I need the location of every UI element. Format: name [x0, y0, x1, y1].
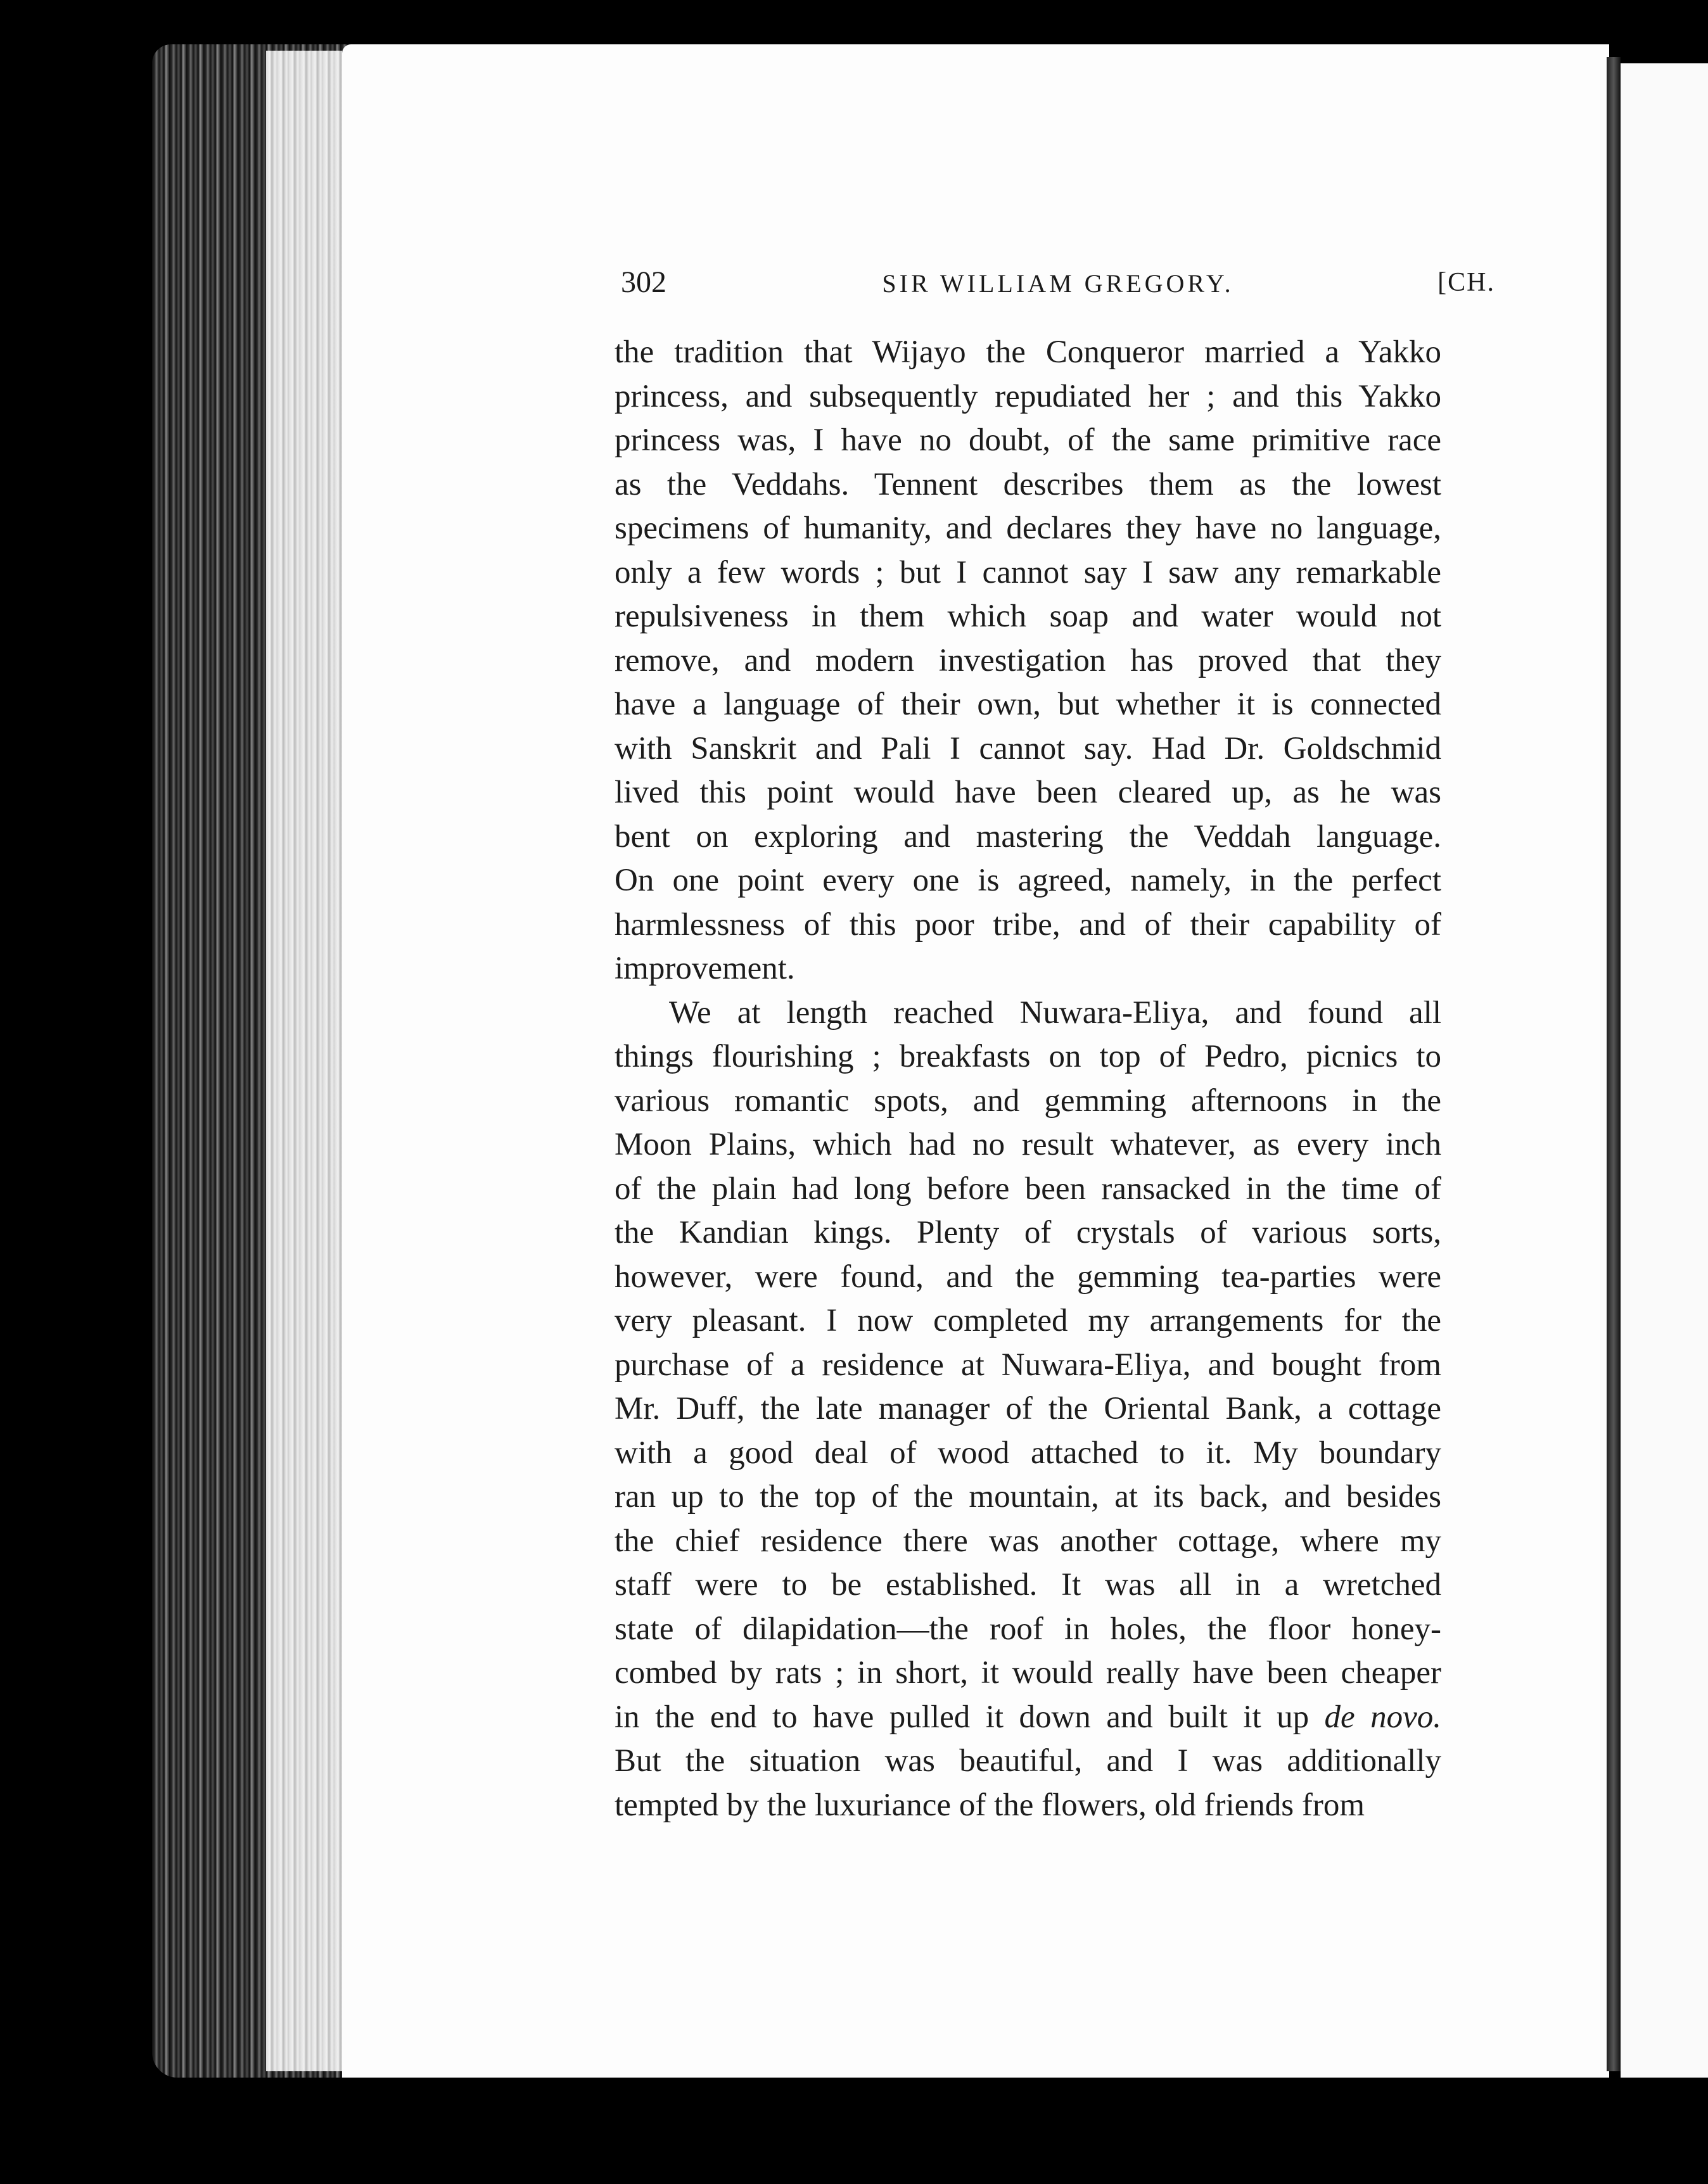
text-line: in the end to have pulled it down and built it up de novo.	[615, 1699, 1441, 1735]
text-line: Mr. Duff, the late manager of the Oriental Bank, a cottage	[615, 1391, 1441, 1426]
text-line: only a few words ; but I cannot say I saw any remarkable	[615, 554, 1441, 590]
running-title: SIR WILLIAM GREGORY.	[882, 269, 1234, 298]
page-number: 302	[621, 265, 666, 299]
text-line: repulsiveness in them which soap and water would not	[615, 599, 1441, 634]
paragraph	[615, 991, 1441, 1828]
text-line: staff were to be established. It was all in a wretched	[615, 1567, 1441, 1603]
paragraph	[615, 331, 1441, 991]
text-line: bent on exploring and mastering the Veddah language.	[615, 818, 1441, 854]
text-line: however, were found, and the gemming tea-parties were	[615, 1259, 1441, 1295]
text-line: But the situation was beautiful, and I was additionally	[615, 1743, 1441, 1779]
text-line: various romantic spots, and gemming afternoons in the	[615, 1082, 1441, 1119]
text-line: harmlessness of this poor tribe, and of their capability of	[615, 906, 1441, 943]
text-line: state of dilapidation—the roof in holes, the floor honey-	[615, 1611, 1441, 1647]
text-line: combed by rats ; in short, it would really have been cheaper	[615, 1655, 1441, 1691]
text-line: with a good deal of wood attached to it. My boundary	[615, 1435, 1441, 1471]
text-line: tempted by the luxuriance of the flowers, old friends from	[615, 1787, 1365, 1823]
text-line: We at length reached Nuwara-Eliya, and found all	[669, 994, 1441, 1031]
body-text	[615, 331, 1441, 1827]
text-line: princess was, I have no doubt, of the same primitive race	[615, 422, 1441, 458]
text-line: ran up to the top of the mountain, at its back, and besides	[615, 1479, 1441, 1514]
book-gutter	[1607, 57, 1621, 2071]
text-line: things flourishing ; breakfasts on top of Pedro, picnics to	[615, 1039, 1441, 1074]
text-line: very pleasant. I now completed my arrangements for the	[615, 1303, 1441, 1338]
text-line: have a language of their own, but whether it is connected	[615, 687, 1441, 722]
text-line: lived this point would have been cleared up, as he was	[615, 775, 1441, 810]
chapter-mark: [CH.	[1437, 268, 1495, 297]
text-line: specimens of humanity, and declares they have no language,	[615, 511, 1441, 546]
text-line: princess, and subsequently repudiated her ; and this Yakko	[615, 378, 1441, 414]
text-line: Moon Plains, which had no result whatever, as every inch	[615, 1127, 1441, 1162]
text-line: remove, and modern investigation has proved that they	[615, 642, 1441, 678]
page-stack-highlight	[266, 51, 342, 2071]
text-line: On one point every one is agreed, namely, in the perfect	[615, 863, 1441, 898]
text-line: as the Veddahs. Tennent describes them as the lowest	[615, 466, 1441, 502]
running-head	[621, 265, 1495, 309]
text-line: purchase of a residence at Nuwara-Eliya, and bought from	[615, 1347, 1441, 1383]
text-line: of the plain had long before been ransacked in the time of	[615, 1171, 1441, 1207]
next-page-edge	[1621, 63, 1708, 2078]
text-line: the Kandian kings. Plenty of crystals of various sorts,	[615, 1215, 1441, 1250]
text-line: with Sanskrit and Pali I cannot say. Had Dr. Goldschmid	[615, 730, 1441, 766]
text-line: improvement.	[615, 951, 795, 986]
text-line: the tradition that Wijayo the Conqueror married a Yakko	[615, 334, 1441, 370]
text-line: the chief residence there was another cottage, where my	[615, 1523, 1441, 1559]
